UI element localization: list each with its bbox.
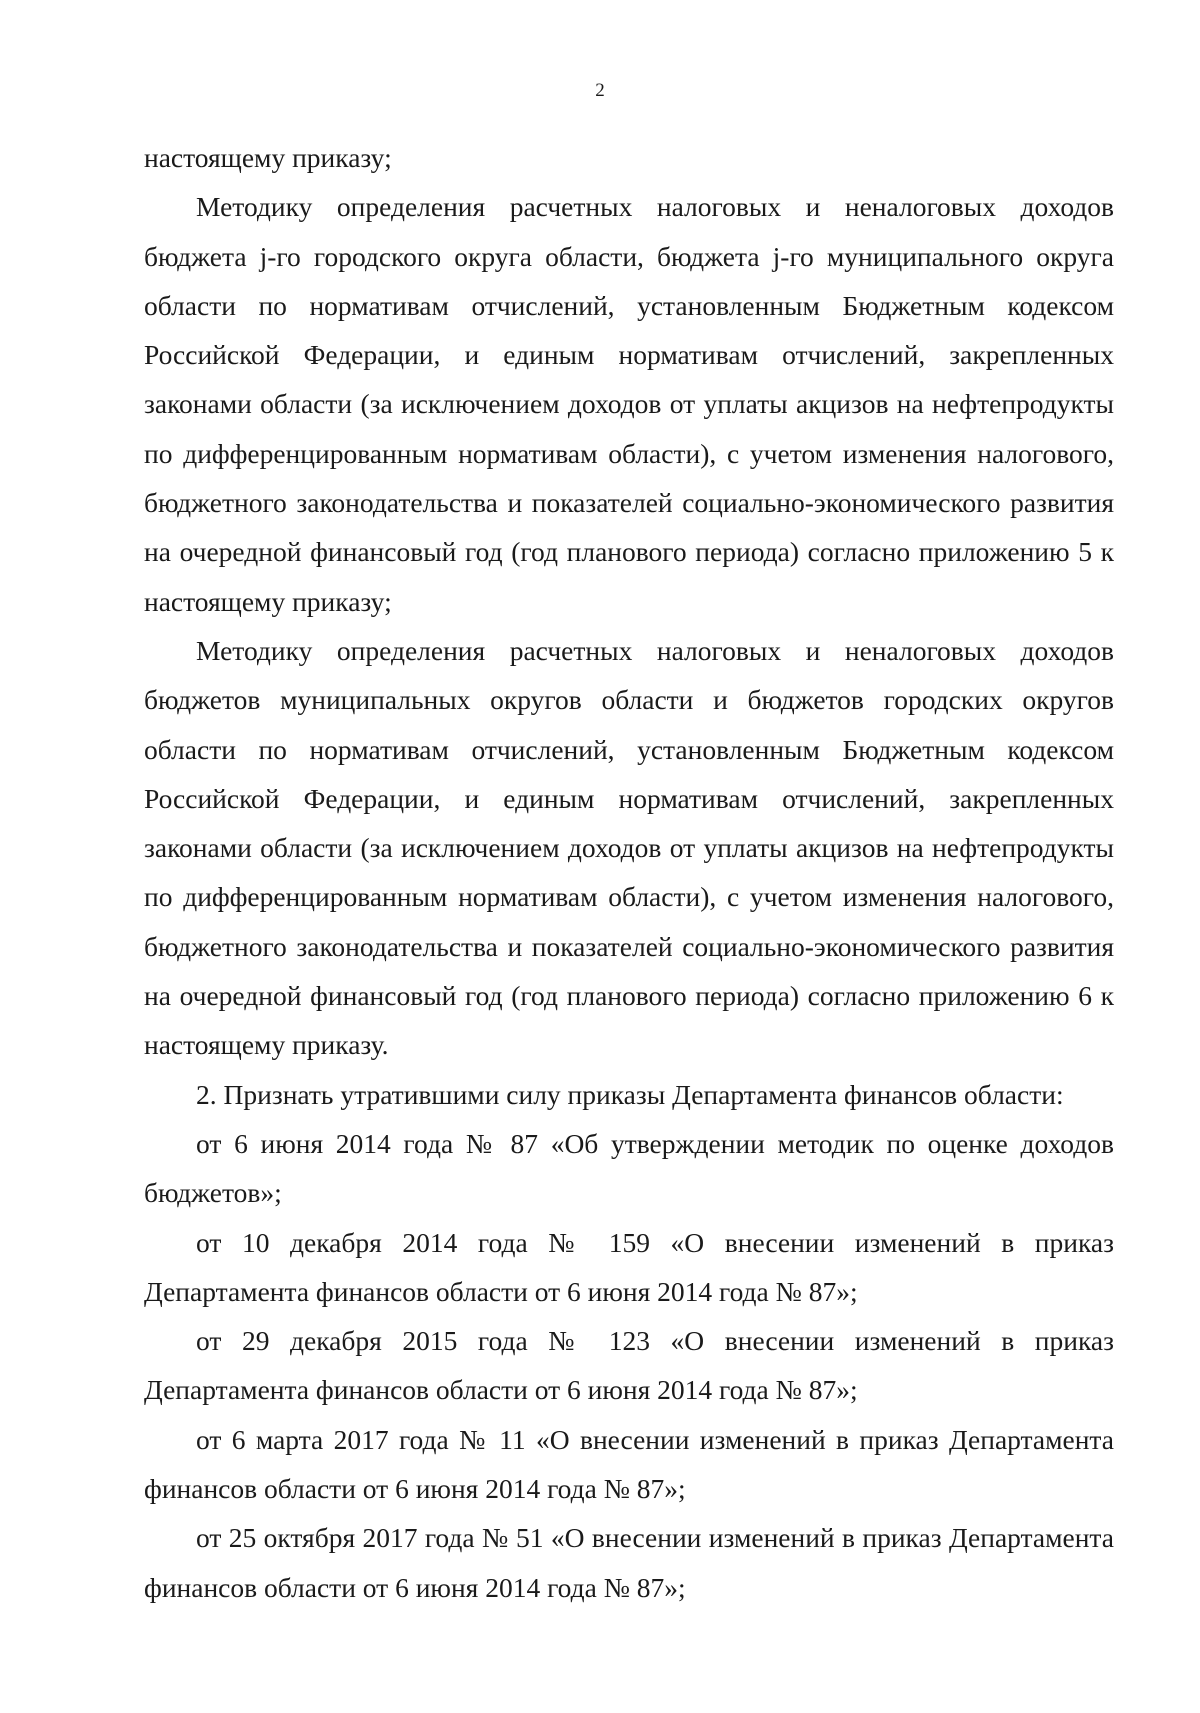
paragraph-order-123: от 29 декабря 2015 года № 123 «О внесении изменений в приказ Департамента финансов области от 6 июня 2014 года № 87»; (144, 1325, 1114, 1406)
paragraph-order-159: от 10 декабря 2014 года № 159 «О внесении изменений в приказ Департамента финансов области от 6 июня 2014 года № 87»; (144, 1226, 1114, 1307)
paragraph-continuation: настоящему приказу; (144, 142, 392, 173)
paragraph-order-11: от 6 марта 2017 года № 11 «О внесении изменений в приказ Департамента финансов области от 6 июня 2014 года № 87»; (144, 1423, 1114, 1505)
paragraph-methodology-appendix-5: Методику определения расчетных налоговых и неналоговых доходов бюджета j-го городского округа области, бюджета j-го муниципального округа области по нормативам отчислений, установленным Бюджетным кодексом Российской Федерации, и единым нормативам отчислений, закрепленных законами области (за исключением доходов от уплаты акцизов на нефтепродукты по дифференцированным нормативам области), с учетом изменения налогового, бюджетного законодательства и показателей социально-экономического развития на очередной финансовый год (год планового периода) согласно приложению 5 к настоящему приказу; (144, 191, 1114, 617)
paragraph-item-2-heading: 2. Признать утратившими силу приказы Департамента финансов области: (196, 1078, 1064, 1110)
paragraph-order-51: от 25 октября 2017 года № 51 «О внесении изменений в приказ Департамента финансов области от 6 июня 2014 года № 87»; (144, 1522, 1114, 1603)
paragraph-order-87: от 6 июня 2014 года № 87 «Об утверждении методик по оценке доходов бюджетов»; (144, 1127, 1114, 1209)
paragraph-methodology-appendix-6: Методику определения расчетных налоговых и неналоговых доходов бюджетов муниципальных округов области и бюджетов городских округов области по нормативам отчислений, установленным Бюджетным кодексом Российской Федерации, и единым нормативам отчислений, закрепленных законами области (за исключением доходов от уплаты акцизов на нефтепродукты по дифференцированным нормативам области), с учетом изменения налогового, бюджетного законодательства и показателей социально-экономического развития на очередной финансовый год (год планового периода) согласно приложению 6 к настоящему приказу. (144, 634, 1114, 1061)
page-number: 2 (595, 80, 605, 101)
document-body (144, 133, 1114, 1612)
